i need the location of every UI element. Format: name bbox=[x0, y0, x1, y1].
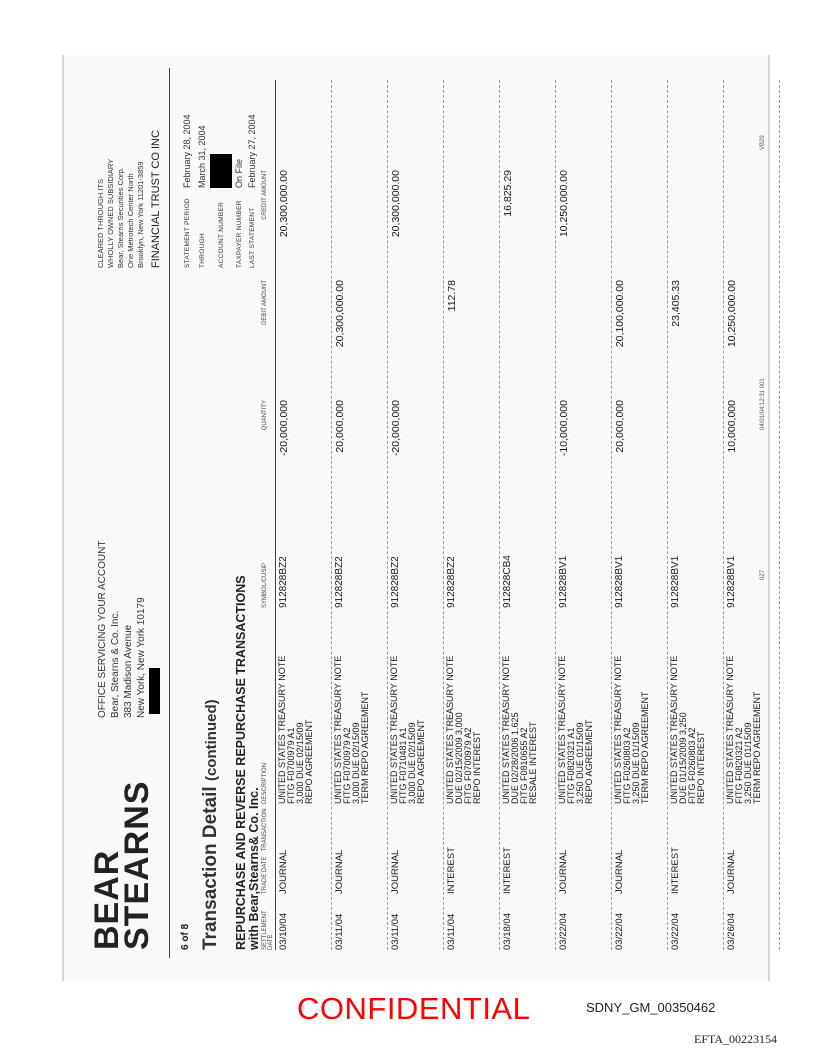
description-line: 3,000 DUE 02/15/09 bbox=[407, 722, 417, 804]
quantity bbox=[502, 400, 555, 500]
quantity bbox=[446, 400, 499, 500]
description bbox=[670, 608, 723, 804]
description-line: REPO INTEREST bbox=[472, 731, 482, 804]
description-line: FITG F0820321 A1 bbox=[566, 727, 576, 804]
credit-amount: 20,300,000.00 bbox=[278, 170, 290, 238]
settlement-date: 03/11/04 bbox=[334, 913, 345, 950]
description-line: 3,250 DUE 01/15/09 bbox=[575, 722, 585, 804]
table-row bbox=[444, 80, 500, 950]
rotated-statement: BEAR STEARNS OFFICE SERVICING YOUR ACCOUNT Bear, Stearns & Co. Inc. 383 Madison Avenue New York, New York 10179 CLEARED THROUGH ITS WHOLLY OWNED SUBSIDIARY Bear, Stearns Securities Corp. One Metrotech Center North Brooklyn, New York 11201-3859 FINANCIAL TRUST CO INC 6 of 8 Transaction Detail (continued) STATEMENT PERIOD February 28, 2004 THROUGH March 31, 2004 ACCOUNT NUMBER TAXPAYER NUMBER On File LAST STATEMENT February 27, 2004 REPURCHASE AND REVERSE REPURCHASE TRANSACTIONS with Bear,Stearns& Co. Inc. SETTLEMENT DATE TRADE DATE TRANSACTION DESCRIPTION SYMBOL/CUSIP QUANTITY DEBIT AMOUNT CREDIT AMOUNT 03/10/04 JOURNAL UNITED STATES TREASURY NOTE FITG F0700979 A1 3,000 DUE 02/15/09 REPO AGREEMENT 912828BZ2 -20,000,000 20,300,000.00 03/11/04 JOURNAL UNITED STATES TREASURY NOTE FITG F0700979 A2 3,000 DUE 02/15/09 TERM REPO AGREEMENT 912828BZ2 20,000,000 20,300,000.00 03/11/04 JOURNAL UNITED STATES TREASURY NOTE FITG F0710481 A1 3,000 DUE 02/15/09 REPO AGREEMENT 912828BZ2 -20,000,000 20,300,000.00 03/11/04 INTEREST UNITED STATES TREASURY NOTE DUE 02/15/2009 3,000 FITG F0700979 A2 REPO INTEREST 912828BZ2 112.78 03/18/04 INTEREST UNITED STATES TREASURY NOTE DUE 02/28/2006 1.625 FITG F0810655 A2 RESALE INTEREST 912828CB4 16,825.29 03/22/04 JOURNAL UNITED STATES TREASURY NOTE FITG F0820321 A1 3,250 DUE 01/15/09 REPO AGREEMENT 912828BV1 -10,000,000 10,250,000.00 03/22/04 JOURNAL UNITED STATES TREASURY NOTE FITG F0260803 A2 3,250 DUE 01/15/09 TERM REPO AGREEMENT 912828BV1 20,000,000 20,100,000.00 03/22/04 INTEREST UNITED STATES TREASURY NOTE DUE 01/15/2009 3,250 FITG F0260803 A2 REPO INTEREST 912828BV1 23,405.33 03/26/04 JOURNAL UNITED STATES TREASURY NOTE FITG F0820321 A2 3,250 DUE 01/15/09 TERM REPO AGREEMENT 912828BV1 10,000,000 10,250,000.00 027 04/01/04:12:31 001 VB29 bbox=[70, 58, 770, 968]
description-line: UNITED STATES TREASURY NOTE bbox=[333, 655, 343, 804]
description-line: UNITED STATES TREASURY NOTE bbox=[277, 655, 287, 804]
debit-amount bbox=[502, 280, 555, 400]
description bbox=[502, 608, 555, 804]
description-line: TERM REPO AGREEMENT bbox=[752, 691, 762, 804]
bear-stearns-logo: BEAR STEARNS bbox=[88, 780, 156, 950]
credit-amount bbox=[614, 170, 667, 280]
section-title: REPURCHASE AND REVERSE REPURCHASE TRANSACTIONS with Bear,Stearns& Co. Inc. bbox=[234, 575, 261, 950]
transaction-type: JOURNAL bbox=[278, 849, 289, 894]
debit-amount: 10,250,000.00 bbox=[726, 280, 738, 348]
description-line: UNITED STATES TREASURY NOTE bbox=[669, 655, 679, 804]
office-address: OFFICE SERVICING YOUR ACCOUNT Bear, Stearns & Co. Inc. 383 Madison Avenue New York, New York 10179 bbox=[96, 541, 161, 718]
description-line: REPO AGREEMENT bbox=[304, 719, 314, 804]
table-row bbox=[276, 80, 332, 950]
credit-amount bbox=[334, 170, 387, 280]
debit-amount bbox=[558, 280, 611, 400]
quantity: 10,000,000 bbox=[726, 400, 738, 453]
cusip: 912828CB4 bbox=[502, 555, 513, 608]
description-line: RESALE INTEREST bbox=[528, 721, 538, 804]
description-line: REPO AGREEMENT bbox=[584, 719, 594, 804]
quantity: -20,000,000 bbox=[278, 400, 290, 457]
debit-amount: 112.78 bbox=[446, 280, 458, 312]
quantity bbox=[670, 400, 723, 500]
description-line: UNITED STATES TREASURY NOTE bbox=[501, 655, 511, 804]
description-line: TERM REPO AGREEMENT bbox=[360, 691, 370, 804]
cusip: 912828BZ2 bbox=[390, 556, 401, 608]
table-row bbox=[612, 80, 668, 950]
credit-amount: 16,825.29 bbox=[502, 170, 514, 217]
transactions-table bbox=[262, 80, 780, 950]
description bbox=[446, 608, 499, 804]
debit-amount: 20,300,000.00 bbox=[334, 280, 346, 348]
debit-amount: 23,405.33 bbox=[670, 280, 682, 327]
description-line: REPO AGREEMENT bbox=[416, 719, 426, 804]
settlement-date: 03/22/04 bbox=[558, 913, 569, 950]
settlement-date: 03/22/04 bbox=[614, 913, 625, 950]
description bbox=[390, 608, 443, 804]
description-line: FITG F0700979 A2 bbox=[342, 727, 352, 804]
description-line: 3,250 DUE 01/15/09 bbox=[743, 722, 753, 804]
description-line: UNITED STATES TREASURY NOTE bbox=[613, 655, 623, 804]
description bbox=[614, 608, 667, 804]
credit-amount bbox=[670, 170, 723, 280]
description-line: DUE 02/15/2009 3,000 bbox=[454, 712, 464, 804]
description bbox=[334, 608, 387, 804]
table-row bbox=[556, 80, 612, 950]
description-line: FITG F0710481 A1 bbox=[398, 727, 408, 804]
page-edge-left bbox=[62, 55, 64, 981]
settlement-date: 03/18/04 bbox=[502, 913, 513, 950]
description-line: 3,250 DUE 01/15/09 bbox=[631, 722, 641, 804]
clearing-info: CLEARED THROUGH ITS WHOLLY OWNED SUBSIDIARY Bear, Stearns Securities Corp. One Metrotech Center North Brooklyn, New York 11201-3859 bbox=[96, 158, 145, 268]
table-row bbox=[500, 80, 556, 950]
description bbox=[278, 608, 331, 804]
header-rule bbox=[169, 68, 170, 958]
table-row bbox=[388, 80, 444, 950]
description-line: DUE 01/15/2009 3,250 bbox=[678, 712, 688, 804]
credit-amount bbox=[726, 170, 779, 280]
page-title: Transaction Detail (continued) bbox=[200, 699, 221, 950]
quantity: -20,000,000 bbox=[390, 400, 402, 457]
cusip: 912828BZ2 bbox=[446, 556, 457, 608]
credit-amount: 20,300,000.00 bbox=[390, 170, 402, 238]
description-line: FITG F0700979 A1 bbox=[286, 727, 296, 804]
description-line: UNITED STATES TREASURY NOTE bbox=[389, 655, 399, 804]
quantity: 20,000,000 bbox=[334, 400, 346, 453]
description-line: DUE 02/28/2006 1.625 bbox=[510, 712, 520, 804]
table-header: SETTLEMENT DATE TRADE DATE TRANSACTION DESCRIPTION SYMBOL/CUSIP QUANTITY DEBIT AMOUNT CREDIT AMOUNT bbox=[262, 80, 276, 950]
transaction-type: JOURNAL bbox=[334, 849, 345, 894]
redaction-box bbox=[210, 154, 232, 188]
table-row bbox=[724, 80, 780, 950]
description-line: FITG F0260803 A2 bbox=[687, 727, 697, 804]
description-line: FITG F0820321 A2 bbox=[734, 727, 744, 804]
confidential-stamp: CONFIDENTIAL bbox=[297, 991, 531, 1026]
transaction-type: JOURNAL bbox=[726, 849, 737, 894]
description bbox=[726, 608, 779, 804]
transaction-type: JOURNAL bbox=[558, 849, 569, 894]
quantity: -10,000,000 bbox=[558, 400, 570, 457]
cusip: 912828BV1 bbox=[670, 555, 681, 608]
settlement-date: 03/11/04 bbox=[390, 913, 401, 950]
debit-amount: 20,100,000.00 bbox=[614, 280, 626, 348]
settlement-date: 03/11/04 bbox=[446, 913, 457, 950]
debit-amount bbox=[390, 280, 443, 400]
transaction-type: JOURNAL bbox=[390, 849, 401, 894]
transaction-type: INTEREST bbox=[502, 847, 513, 894]
efta-number: EFTA_00223154 bbox=[694, 1032, 778, 1046]
transaction-type: INTEREST bbox=[446, 847, 457, 894]
page-number: 6 of 8 bbox=[180, 923, 191, 950]
bates-number: SDNY_GM_00350462 bbox=[586, 1000, 716, 1015]
description-line: 3,000 DUE 02/15/09 bbox=[295, 722, 305, 804]
description-line: REPO INTEREST bbox=[696, 731, 706, 804]
settlement-date: 03/10/04 bbox=[278, 913, 289, 950]
credit-amount bbox=[446, 170, 499, 280]
debit-amount bbox=[278, 280, 331, 400]
description-line: UNITED STATES TREASURY NOTE bbox=[557, 655, 567, 804]
table-row bbox=[332, 80, 388, 950]
cusip: 912828BZ2 bbox=[278, 556, 289, 608]
statement-info: STATEMENT PERIOD February 28, 2004 THROUGH March 31, 2004 ACCOUNT NUMBER TAXPAYER NUMBER On File LAST STATEMENT February 27, 2004 bbox=[182, 114, 257, 268]
cusip: 912828BV1 bbox=[726, 555, 737, 608]
settlement-date: 03/22/04 bbox=[670, 913, 681, 950]
description-line: TERM REPO AGREEMENT bbox=[640, 691, 650, 804]
description-line: UNITED STATES TREASURY NOTE bbox=[445, 655, 455, 804]
transaction-type: INTEREST bbox=[670, 847, 681, 894]
description-line: 3,000 DUE 02/15/09 bbox=[351, 722, 361, 804]
description-line: FITG F0700979 A2 bbox=[463, 727, 473, 804]
credit-amount: 10,250,000.00 bbox=[558, 170, 570, 238]
description-line: FITG F0810655 A2 bbox=[519, 727, 529, 804]
settlement-date: 03/26/04 bbox=[726, 913, 737, 950]
cusip: 912828BV1 bbox=[614, 555, 625, 608]
cusip: 912828BZ2 bbox=[334, 556, 345, 608]
quantity: 20,000,000 bbox=[614, 400, 626, 453]
table-row bbox=[668, 80, 724, 950]
account-holder: FINANCIAL TRUST CO INC bbox=[150, 130, 162, 268]
transaction-type: JOURNAL bbox=[614, 849, 625, 894]
description-line: FITG F0260803 A2 bbox=[622, 727, 632, 804]
description bbox=[558, 608, 611, 804]
cusip: 912828BV1 bbox=[558, 555, 569, 608]
description-line: UNITED STATES TREASURY NOTE bbox=[725, 655, 735, 804]
redaction-bar bbox=[149, 668, 160, 714]
